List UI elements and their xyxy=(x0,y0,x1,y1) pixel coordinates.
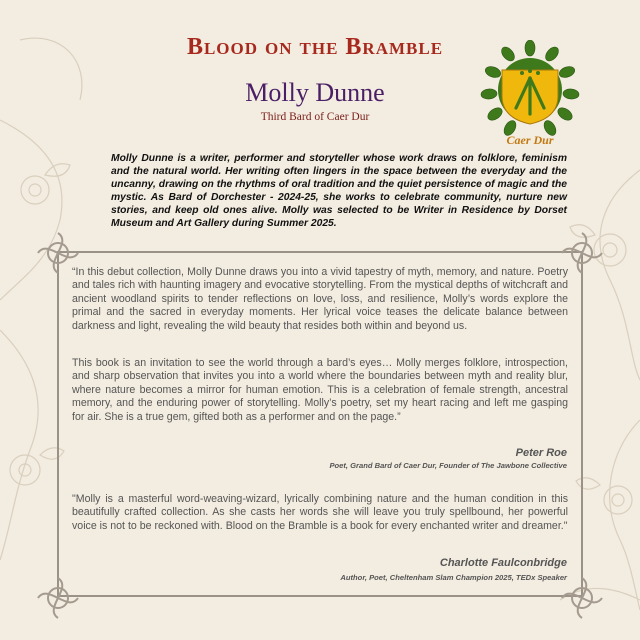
testimonial-author: Peter Roe xyxy=(515,447,567,459)
testimonial-paragraph: This book is an invitation to see the world through a bard’s eyes… Molly merges folklore, introspection, and sharp observation that invites you into a world where the boundaries between myth and reality blur, where nature becomes a mirror for human emotion. This is a celebration of female strength, ancestral memory, and the enduring power of storytelling. Molly’s poetry, set my heart racing and left me gasping for air. She is a true gem, gifted both as a performer and on the page.” xyxy=(72,357,568,423)
author-name: Molly Dunne xyxy=(245,78,385,107)
logo-label: Caer Dur xyxy=(506,133,554,147)
caer-dur-logo xyxy=(480,40,580,150)
author-subtitle: Third Bard of Caer Dur xyxy=(260,111,370,123)
testimonial-author-role: Poet, Grand Bard of Caer Dur, Founder of The Jawbone Collective xyxy=(329,461,567,470)
testimonial-paragraph: “In this debut collection, Molly Dunne draws you into a vivid tapestry of myth, memory, and nature. Poetry and tales rich with haunting imagery and evocative storytelling. From the mystical depths of witchcraft and ancient woodland spirits to tender reflections on love, loss, and resilience, Molly’s words explore the primal and the sacred in everyday moments. Her lyrical voice teases the delicate balance between darkness and light, revealing the wild beauty that resides both within and beyond us. xyxy=(72,266,568,332)
book-title: Blood on the Bramble xyxy=(186,34,444,60)
celtic-knot-icon xyxy=(33,573,83,623)
author-bio: Molly Dunne is a writer, performer and storyteller whose work draws on folklore, feminism and the natural world. Her writing often lingers in the space between the everyday and the uncanny, drawing on the rhythms of oral tradition and the quiet persistence of magic and the mystic. As Bard of Dorchester - 2024-25, she works to celebrate community, nurture new stories, and keep old ones alive. Molly was selected to be Writer in Residence by Dorset Museum and Art Gallery during Summer 2025. xyxy=(111,153,567,229)
testimonial-paragraph: "Molly is a masterful word-weaving-wizard, lyrically combining nature and the human condition in this beautifully crafted collection. As she casts her words she will leave you truly spellbound, her powerful voice is not to be reckoned with. Blood on the Bramble is a book for every enchanted writer and dreamer." xyxy=(72,493,568,532)
wreath-emblem-icon xyxy=(480,40,580,150)
testimonial-author-role: Author, Poet, Cheltenham Slam Champion 2025, TEDx Speaker xyxy=(340,573,567,582)
testimonial-author: Charlotte Faulconbridge xyxy=(439,557,567,569)
